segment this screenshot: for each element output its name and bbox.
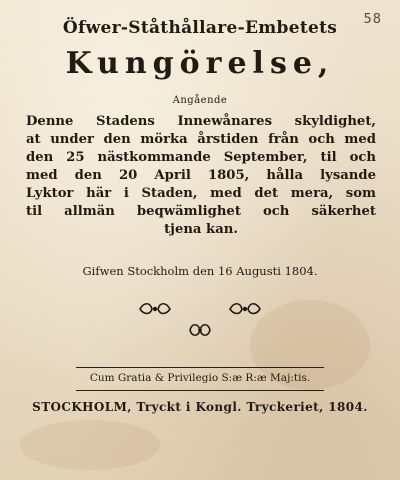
body-line: Lyktor här i Staden, med det mera, som <box>26 186 376 201</box>
archive-number: 58 <box>363 12 382 27</box>
printer-imprint: STOCKHOLM, Tryckt i Kongl. Tryckeriet, 1804. <box>32 400 368 414</box>
privilege-line: Cum Gratia & Privilegio S:æ R:æ Maj:tis. <box>89 372 311 384</box>
divider-rule <box>76 390 324 391</box>
body-line: den 25 nästkommande September, til och <box>26 150 376 165</box>
body-text <box>26 113 376 239</box>
paper-stain <box>20 420 160 470</box>
document-title: Kungörelse, <box>65 46 335 81</box>
body-line: at under den mörka årstiden från och med <box>26 132 376 147</box>
date-line: Gifwen Stockholm den 16 Augusti 1804. <box>82 264 318 278</box>
divider-rule <box>76 367 324 368</box>
ornament-row <box>0 302 400 316</box>
body-line: Denne Stadens Innewånares skyldighet, <box>26 114 376 129</box>
intro-word: Angående <box>172 95 228 106</box>
ornament-row <box>0 322 400 338</box>
body-line: med den 20 April 1805, hålla lysande <box>26 168 376 183</box>
body-line: til allmän beqwämlighet och säkerhet <box>26 204 376 219</box>
fleuron-ornament-icon <box>187 322 213 338</box>
fleuron-ornament-icon <box>228 302 262 316</box>
office-title: Öfwer-Ståthållare-Embetets <box>62 18 338 38</box>
body-line: tjena kan. <box>164 222 238 237</box>
fleuron-ornament-icon <box>138 302 172 316</box>
